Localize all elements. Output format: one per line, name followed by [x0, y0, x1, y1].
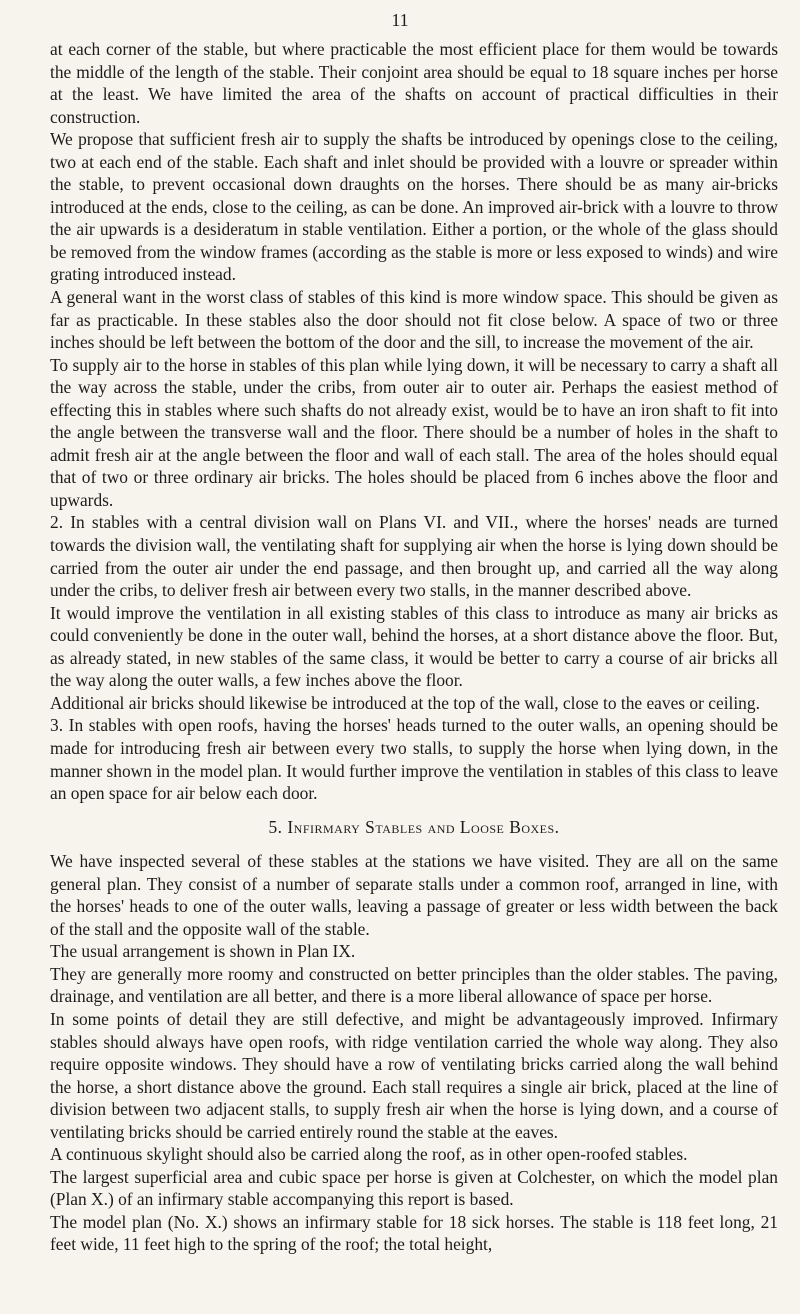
paragraph: A continuous skylight should also be carried along the roof, as in other open-roofed stables.	[50, 1144, 688, 1165]
paragraph: at each corner of the stable, but where practicable the most efficient place for them would be towards the middle of the length of the stable. Their conjoint area should be equal to 18 square inches per horse at the least. We have limited the area of the shafts on account of practical difficulties in their construction.	[50, 39, 778, 127]
paragraph: 3. In stables with open roofs, having the horses' heads turned to the outer walls, an opening should be made for introducing fresh air between every two stalls, to supply the horse when lying down, in the manner shown in the model plan. It would further improve the ventilation in stables of this class to leave an open space for air below each door.	[50, 715, 778, 804]
paragraph: A general want in the worst class of stables of this kind is more window space. This should be given as far as practicable. In these stables also the door should not fit close below. A space of two or three inches should be left between the bottom of the door and the sill, to increase the movement of the air.	[50, 287, 778, 353]
paragraph: It would improve the ventilation in all existing stables of this class to introduce as many air bricks as could conveniently be done in the outer wall, behind the horses, at a short distance above the floor. But, as already stated, in new stables of the same class, it would be better to carry a course of air bricks all the way along the outer walls, a few inches above the floor.	[50, 602, 778, 691]
paragraph: They are generally more roomy and constructed on better principles than the older stables. The paving, drainage, and ventilation are all better, and there is a more liberal allowance of space per horse.	[50, 963, 778, 1007]
paragraph: The model plan (No. X.) shows an infirmary stable for 18 sick horses. The stable is 118 feet long, 21 feet wide, 11 feet high to the spring of the roof; the total height,	[50, 1211, 778, 1255]
paragraph: The largest superficial area and cubic space per horse is given at Colchester, on which the model plan (Plan X.) of an infirmary stable accompanying this report is based.	[50, 1166, 778, 1210]
paragraph: The usual arrangement is shown in Plan IX.	[50, 941, 356, 962]
paragraph: We have inspected several of these stables at the stations we have visited. They are all on the same general plan. They consist of a number of separate stalls under a common roof, arranged in line, with the horses' heads to one of the outer walls, leaving a passage of greater or less width between the back of the stall and the opposite wall of the stable.	[50, 851, 778, 939]
paragraph: In some points of detail they are still defective, and might be advantageously improved. Infirmary stables should always have open roofs, with ridge ventilation carried the whole way along. They also require opposite windows. They should have a row of ventilating bricks carried along the wall behind the horse, a short distance above the ground. Each stall requires a single air brick, placed at the line of division between two adjacent stalls, to supply fresh air when the horse is lying down, and a course of ventilating bricks should be carried entirely round the stable at the eaves.	[50, 1008, 778, 1142]
section-heading: 5. Infirmary Stables and Loose Boxes.	[268, 816, 560, 837]
paragraph: We propose that sufficient fresh air to supply the shafts be introduced by openings close to the ceiling, two at each end of the stable. Each shaft and inlet should be provided with a louvre or spreader within the stable, to prevent occasional down draughts on the horses. There should be as many air-bricks introduced at the ends, close to the ceiling, as can be done. An improved air-brick with a louvre to throw the air upwards is a desideratum in stable ventilation. Either a portion, or the whole of the glass should be removed from the window frames (according as the stable is more or less exposed to winds) and wire grating introduced instead.	[50, 129, 778, 285]
paragraph: Additional air bricks should likewise be introduced at the top of the wall, close to the eaves or ceiling.	[50, 692, 760, 713]
paragraph: To supply air to the horse in stables of this plan while lying down, it will be necessary to carry a shaft all the way across the stable, under the cribs, from outer air to outer air. Perhaps the easiest method of effecting this in stables where such shafts do not already exist, would be to have an iron shaft to fit into the angle between the transverse wall and the floor. There should be a number of holes in the shaft to admit fresh air at the angle between the floor and wall of each stall. The area of the holes should equal that of two or three ordinary air bricks. The holes should be placed from 6 inches above the floor and upwards.	[50, 354, 778, 510]
body-text	[50, 38, 778, 1256]
page-number: 11	[391, 10, 409, 30]
paragraph: 2. In stables with a central division wall on Plans VI. and VII., where the horses' neads are turned towards the division wall, the ventilating shaft for supplying air when the horse is lying down should be carried from the outer air under the end passage, and then brought up, and carried all the way along under the cribs, to deliver fresh air between every two stalls, in the manner described above.	[50, 512, 778, 601]
